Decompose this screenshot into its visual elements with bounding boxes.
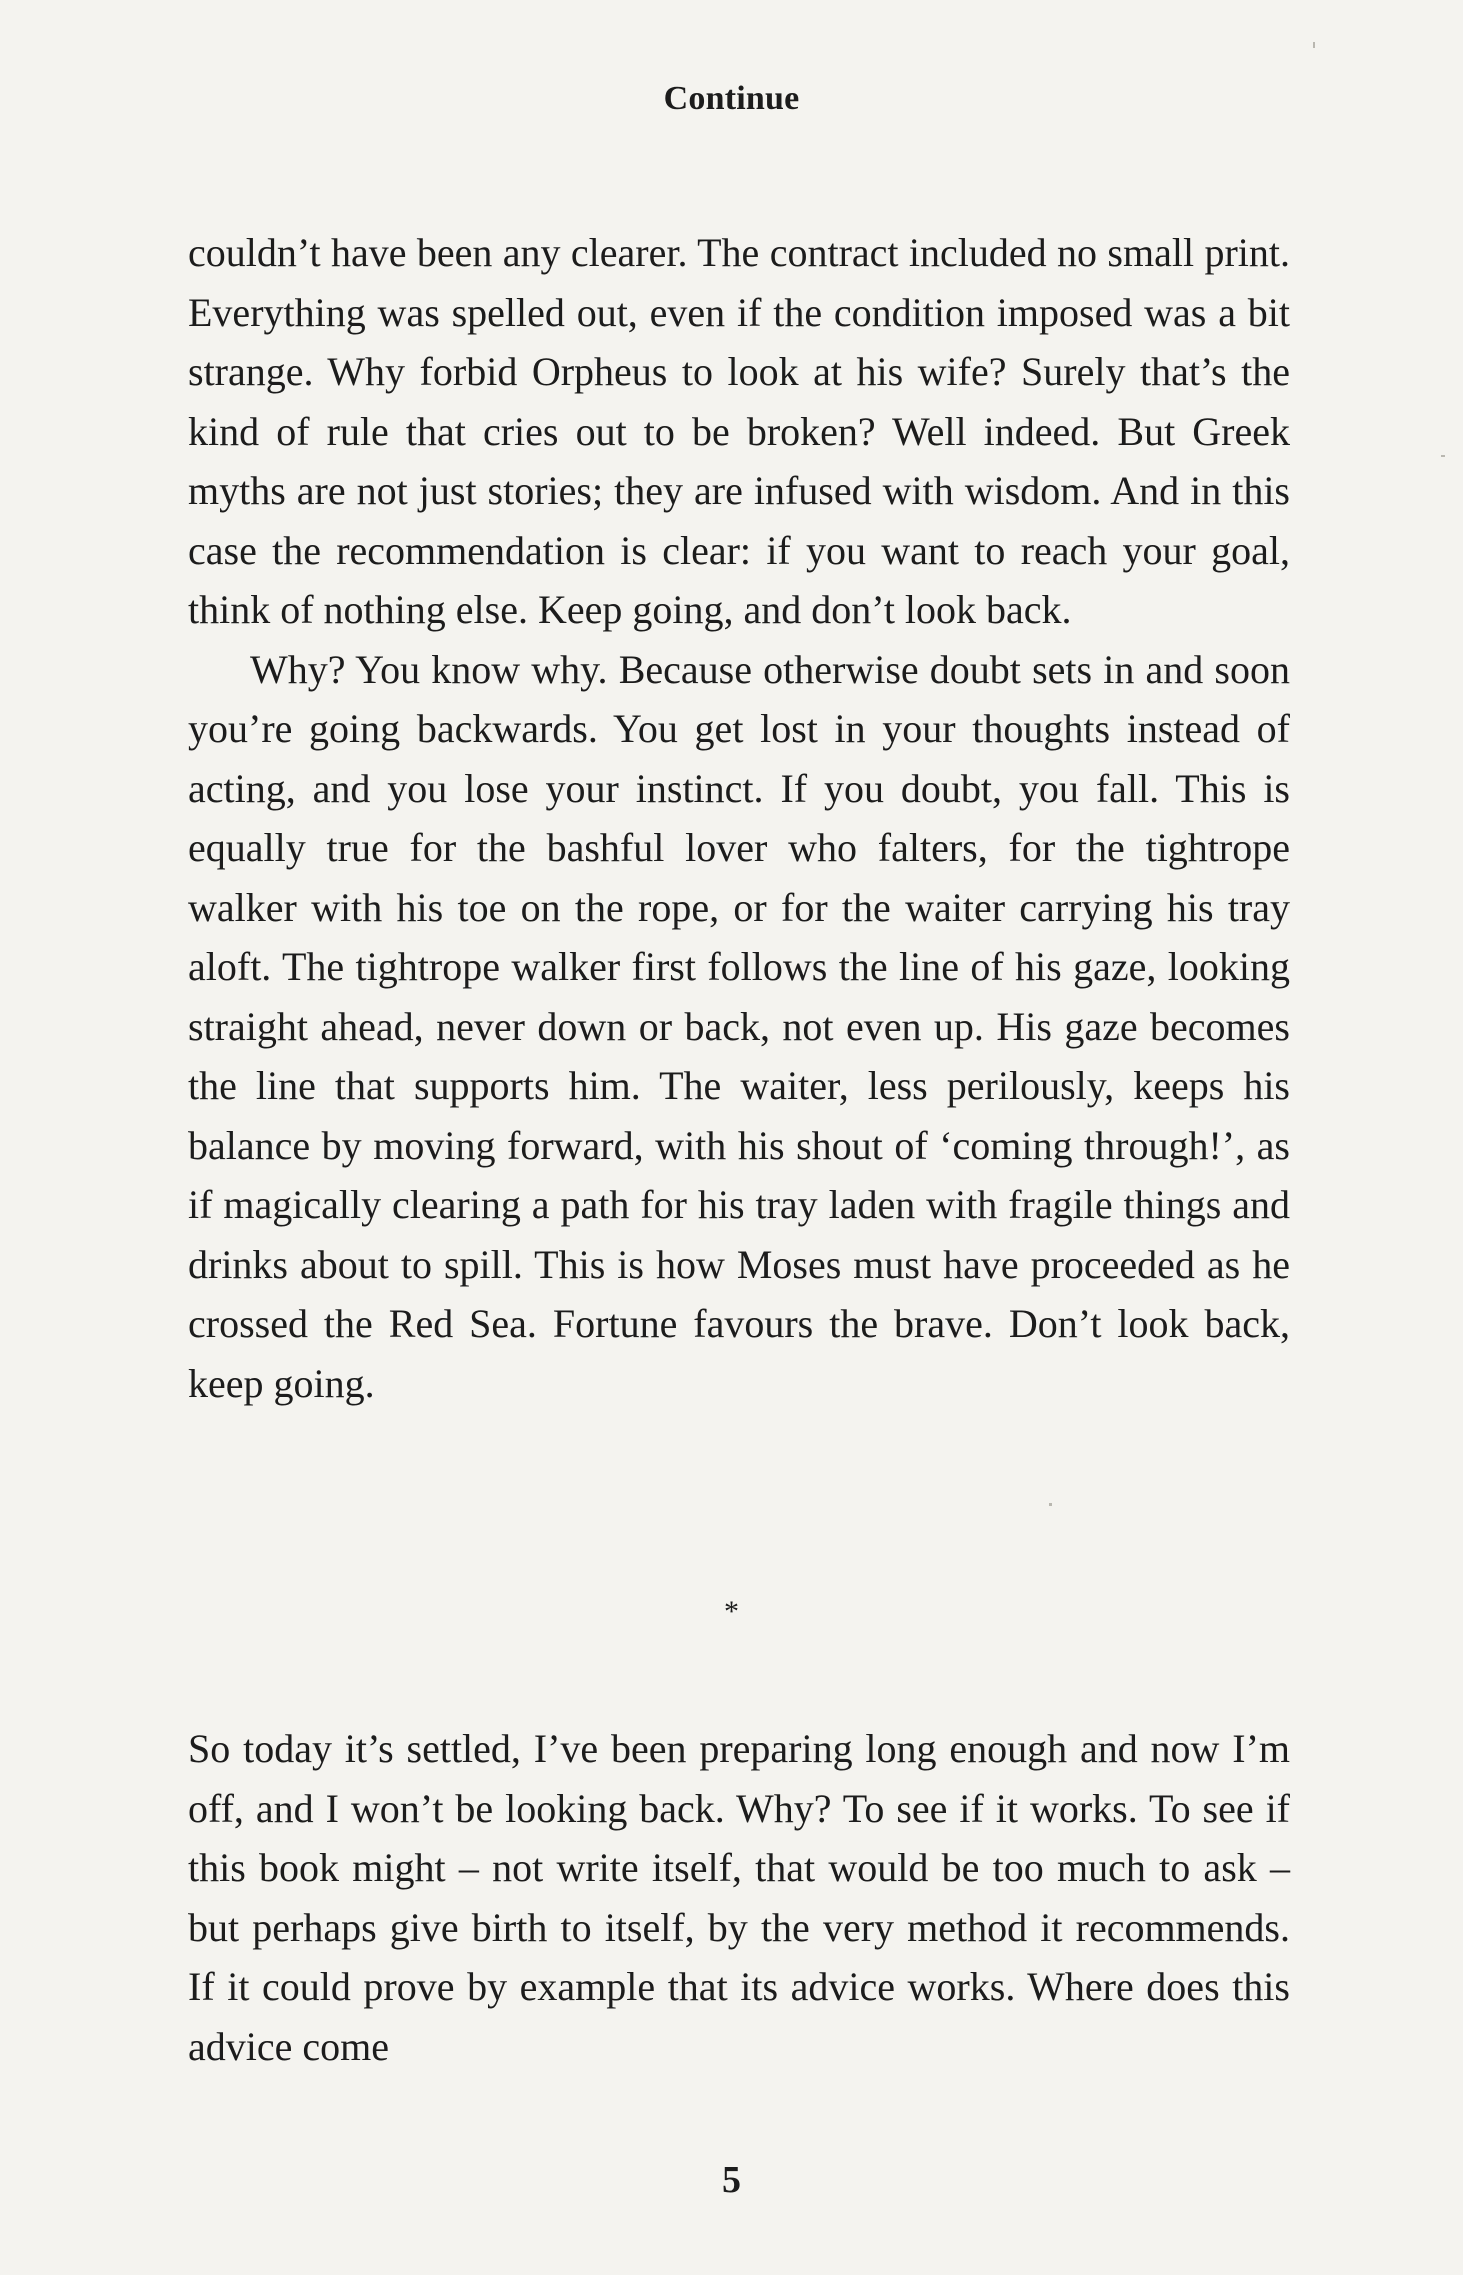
paragraph: So today it’s settled, I’ve been preparing long enough and now I’m off, and I won’t be looking back. Why? To see if it works. To see if this book might – not write itself, that would be too much to ask – but perhaps give birth to itself, by the very method it recommends. If it could prove by example that its advice works. Where does this advice come	[188, 1726, 1290, 2069]
scan-speck	[1441, 455, 1445, 457]
scan-speck	[1049, 1503, 1052, 1506]
section-break-ornament: *	[724, 1595, 739, 1628]
section-one-text	[188, 223, 1290, 1413]
paragraph: couldn’t have been any clearer. The contract included no small print. Everything was spelled out, even if the condition imposed was a bit strange. Why forbid Orpheus to look at his wife? Surely that’s the kind of rule that cries out to be broken? Well indeed. But Greek myths are not just stories; they are infused with wisdom. And in this case the recommendation is clear: if you want to reach your goal, think of nothing else. Keep going, and don’t look back.	[188, 230, 1290, 632]
section-two-text	[188, 1719, 1290, 2076]
running-head: Continue	[663, 80, 800, 117]
scan-speck	[1313, 42, 1315, 48]
page-number: 5	[722, 2159, 741, 2201]
paragraph: Why? You know why. Because otherwise doubt sets in and soon you’re going backwards. You get lost in your thoughts instead of acting, and you lose your instinct. If you doubt, you fall. This is equally true for the bashful lover who falters, for the tightrope walker with his toe on the rope, or for the waiter carrying his tray aloft. The tightrope walker first follows the line of his gaze, looking straight ahead, never down or back, not even up. His gaze becomes the line that supports him. The waiter, less perilously, keeps his balance by moving forward, with his shout of ‘coming through!’, as if magically clearing a path for his tray laden with fragile things and drinks about to spill. This is how Moses must have proceeded as he crossed the Red Sea. Fortune favours the brave. Don’t look back, keep going.	[188, 646, 1290, 1406]
